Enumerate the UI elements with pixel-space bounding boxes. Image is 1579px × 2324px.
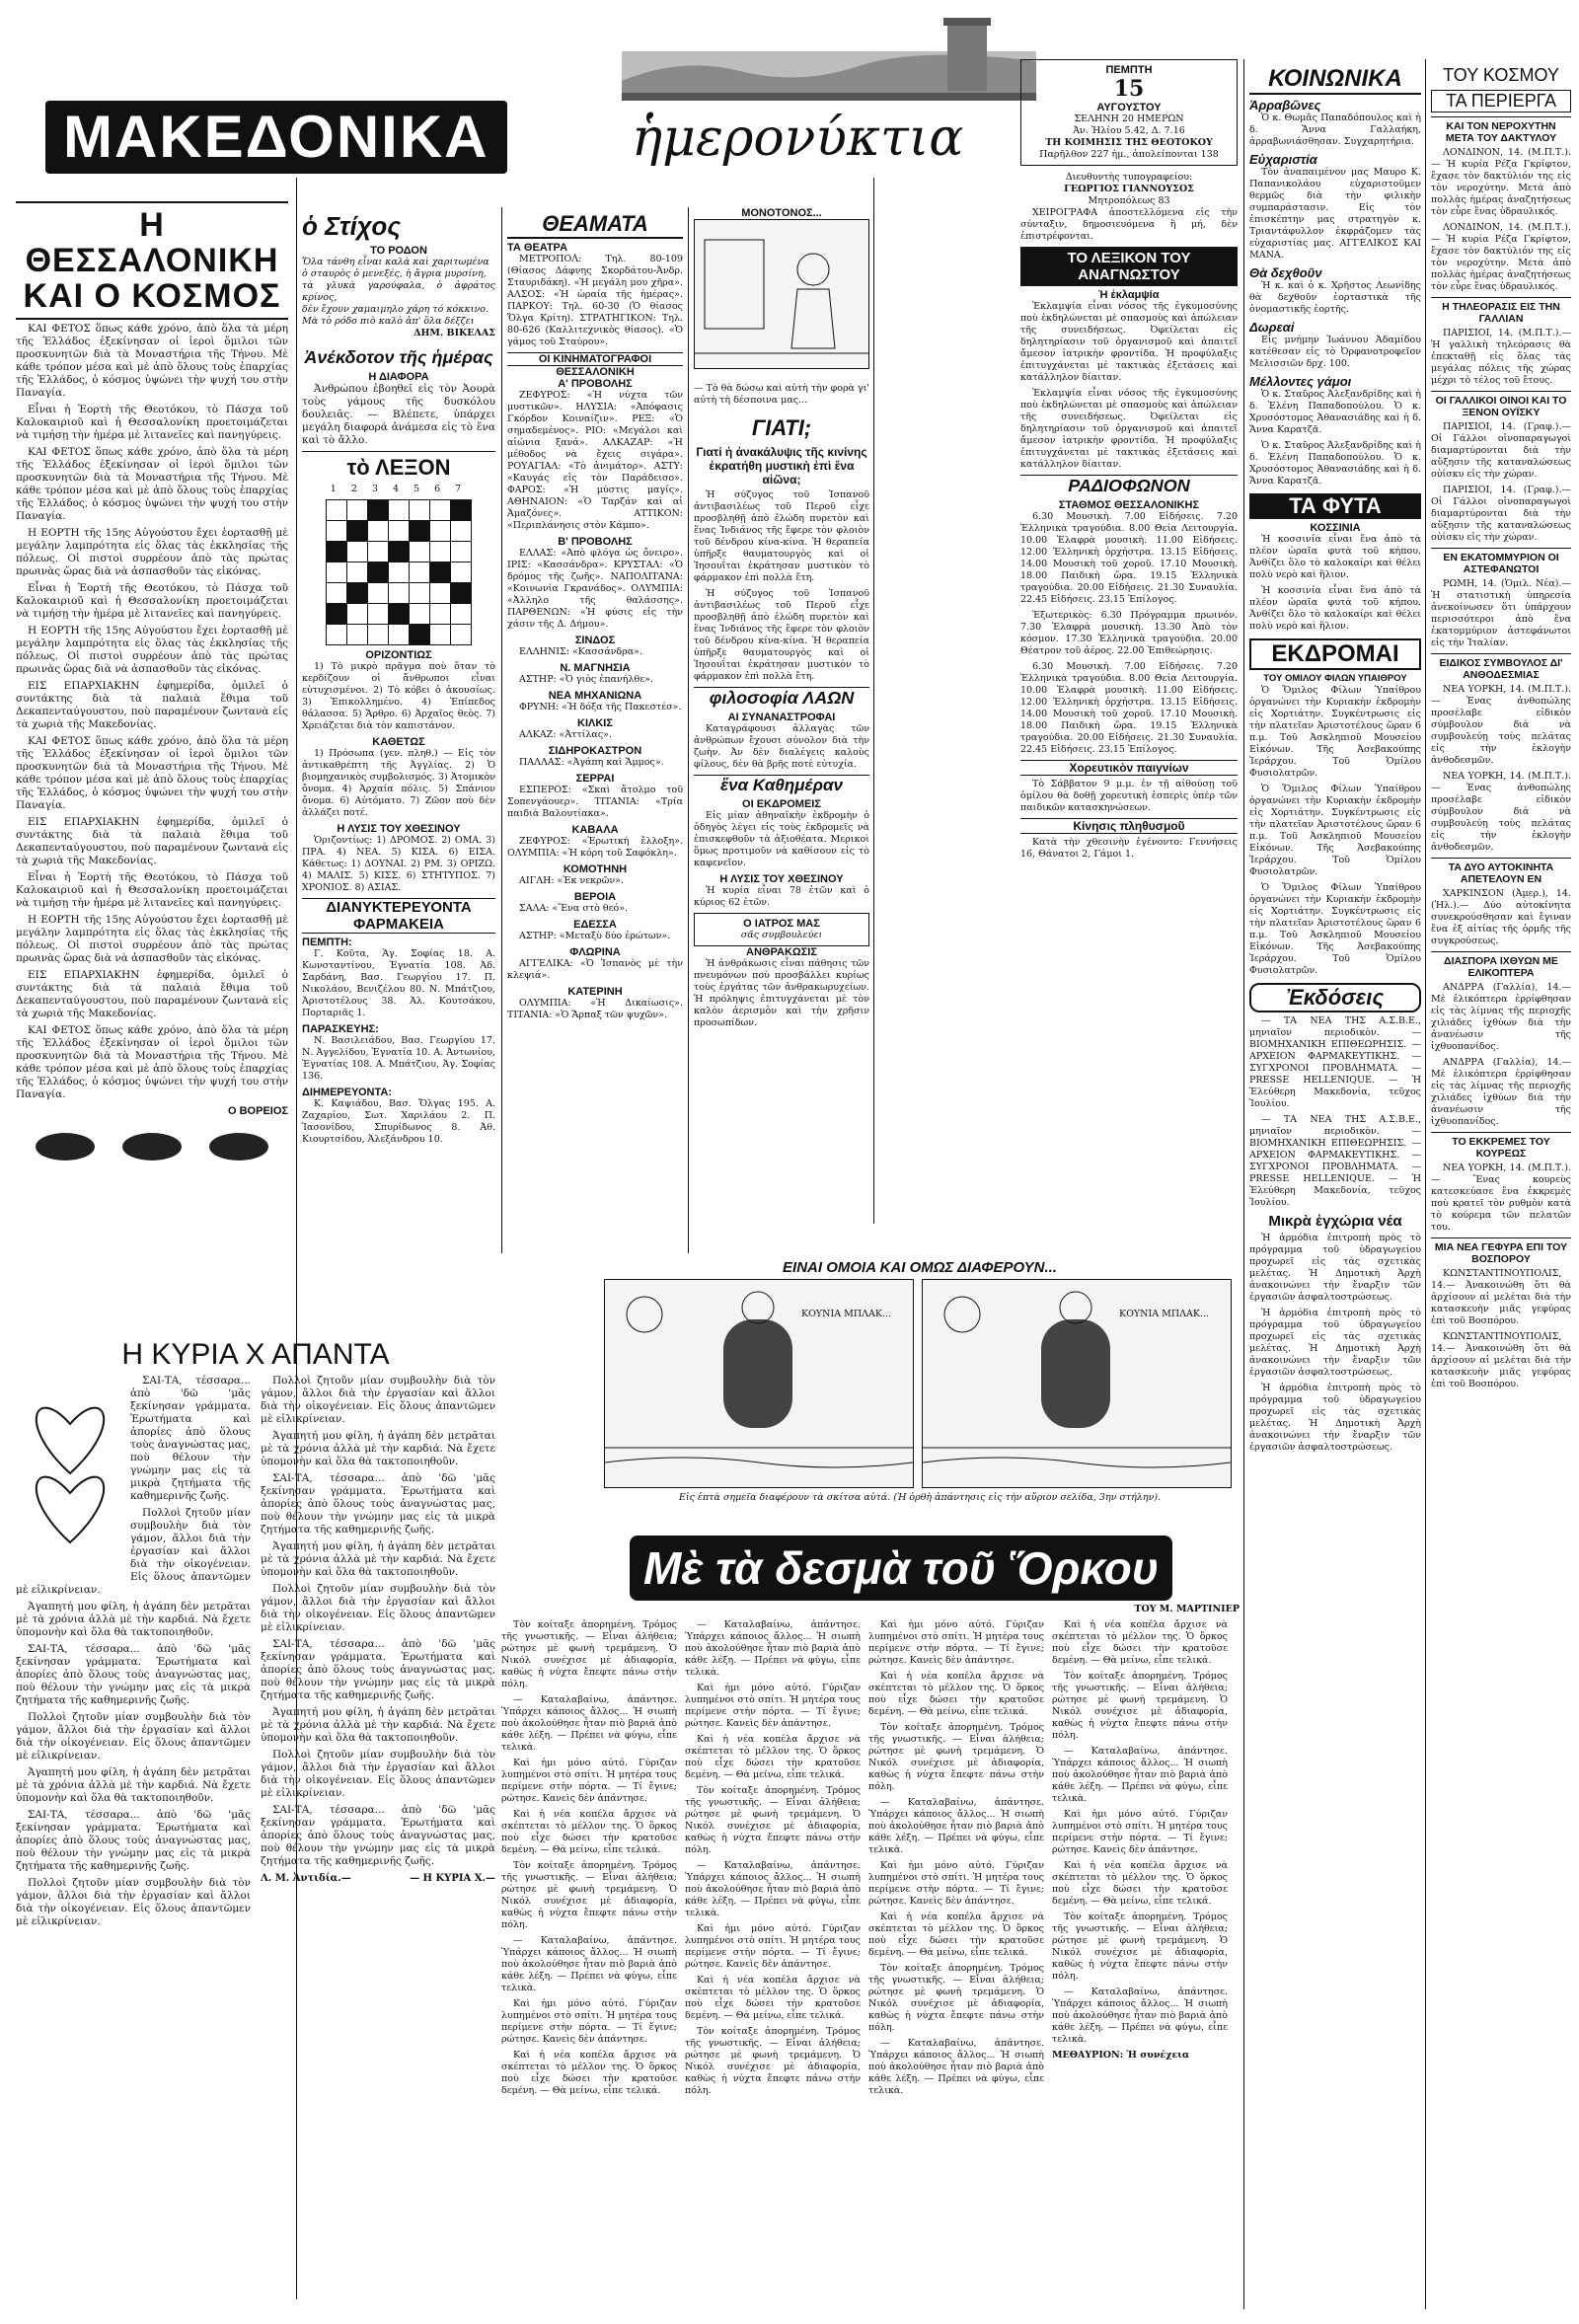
- serial-paragraph: — Καταλαβαίνω, ἀπάντησε. Ὑπάρχει κάποιος ἄλλος... Ἡ σιωπὴ ποὺ ἀκολούθησε ἦταν πιὸ βαριὰ ἀπὸ κάθε λέξη. — Πρέπει νὰ φύγω, εἶπε τελικὰ.: [1052, 1987, 1228, 2045]
- cherubs-illustration: [16, 1117, 288, 1176]
- date-day: ΠΕΜΠΤΗ: [1105, 64, 1153, 76]
- farmakeia-title: ΔΙΑΝΥΚΤΕΡΕΥΟΝΤΑ ΦΑΡΜΑΚΕΙΑ: [302, 898, 495, 934]
- farmakeia-day: ΔΙΗΜΕΡΕΥΟΝΤΑ:: [302, 1087, 393, 1098]
- kyria-paragraph: ΣΑΙ-ΤΑ, τέσσαρα... ἀπὸ 'δῶ 'μᾶς ξεκίνησαν γράμματα. Ἐρωτήματα καὶ ἀπορίες ἀπὸ ὅλους τοὺς ἀναγνώστας μας, ποὺ θέλουν τὴν γνώμην μας εἰς τὰ μικρὰ ζητήματα τῆς καθημερινῆς ζωῆς.: [16, 1809, 251, 1872]
- lexikon-title: ΤΟ ΛΕΞΙΚΟΝ ΤΟΥ ΑΝΑΓΝΩΣΤΟΥ: [1020, 247, 1238, 286]
- serial-paragraph: Καὶ ἡμι μόνο αὐτό. Γύριζαν λυπημένοι στὸ σπίτι. Ἡ μητέρα τους περίμενε στὴν πόρτα. — Τί ἔγινε; ρώτησε. Κανεὶς δὲν ἀπάντησε.: [685, 1923, 861, 1970]
- giati-headline: Γιατί ἡ ἀνακάλυψις τῆς κινίνης ἐκρατήθη μυστικὴ ἐπὶ ἕνα αἰῶνα;: [696, 445, 867, 487]
- poem-line: Ὅλα τάνθη εἶναι καλὰ καὶ χαριτωμένα: [302, 257, 489, 267]
- xorefkon-title: Χορευτικὸν παιγνίων: [1020, 760, 1238, 776]
- anekdoto-body: Ἀνθρώπου ἐβοηθεῖ εἰς τὸν Ἀουρὰ τοὺς γάμους τῆς δυσκόλου δουλειᾶς. — Βλέπετε, ὑπάρχει μεγάλη διαφορά ἀνάμεσα εἰς τὸ ἕνα καὶ τὸ ἄλλο.: [302, 383, 495, 446]
- typografeio-line: Μητροπόλεως 83: [1088, 195, 1170, 206]
- kosmos-item-body: ΧΑΡΚΙΝΣΟΝ (Ἀμερ.), 14. (Ἡλ.).— Δύο αὐτοκίνητα συνεκρούσθησαν καὶ ἔγιναν ἕνα ἐξ αἰτίας τῆς ὁρμῆς τῆς συγκρούσεως.: [1431, 888, 1571, 946]
- ekdromai-body: Ὁ Ὅμιλος Φίλων Ὑπαίθρου ὀργανώνει τὴν Κυριακὴν ἐκδρομὴν εἰς Χορτιάτην. Συγκέντρωσις εἰς τὴν πλατεῖαν Ἀριστοτέλους ὥραν 6 π.μ. Τοῦ Ἀσκληπιοῦ Μουσείου Εἰκόνων. Τῆς Ἀσεβακούπης Ἱεράρχου. Τοῦ Ὁμίλου Φυσιολατρῶν.: [1249, 685, 1421, 779]
- town-listing: ΕΛΛΗΝΙΣ: «Κασσάνδρα».: [519, 646, 642, 657]
- town-heading: ΣΕΡΡΑΙ: [575, 773, 615, 785]
- town-heading: ΣΙΔΗΡΟΚΑΣΤΡΟΝ: [548, 745, 642, 757]
- cartoon-caption: Εἰς ἑπτὰ σημεῖα διαφέρουν τὰ σκίτσα αὐτά. (Ἡ ὀρθὴ ἀπάντησις εἰς τὴν αὔριον σελίδα, 3ην στήλην).: [678, 1492, 1162, 1503]
- lexon-horizontal: 1) Τὸ μικρὸ πρᾶγμα ποὺ ὅταν τὸ κερδίζουν οἱ ἄνθρωποι εἶναι εὐτυχισμένοι. 2) Τὸ κόβει ὁ ἀκουσίως. 3) Ἐπικολλημένο. 4) Ἐπίπεδος θάλασσα. 5) Ἄρθρο. 6) Ἀρχαῖος θεὸς. 7) Χρειάζεται διὰ τὸν καπιστάνον.: [302, 661, 495, 731]
- kyria-paragraph: Ἀγαπητή μου φίλη, ἡ ἀγάπη δὲν μετρᾶται μὲ τὰ χρόνια ἀλλὰ μὲ τὴν καρδιά. Νὰ ἔχετε ὑπομονὴν καὶ ὅλα θὰ τακτοποιηθοῦν.: [261, 1430, 495, 1467]
- theatra-body: ΜΕΤΡΟΠΟΛ: Τηλ. 80-109 (Θίασος Δάφνης Σκορδάτου-Ἀνδρ. Σταυριδάκη). «Ἡ μεγάλη μου χῆρα». ΑΛΣΟΣ: «Ἡ ὡραία τῆς ἡμέρας». ΠΑΡΚΟΥ: Τηλ. 60-30 (Ὁ θίασος Ὄλγα Κρίτη). ΣΤΡΑΤΗΓΙΚΟΝ: Τηλ. 80-626 (Καλλιτεχνικὸς θίασος). «Ὁ γάμος τοῦ Σταύρου».: [507, 254, 683, 347]
- kosmos-item-headline: ΤΑ ΔΥΟ ΑΥΤΟΚΙΝΗΤΑ ΑΠΕΤΕΛΟΥΝ ΕΝ: [1431, 858, 1571, 885]
- serial-paragraph: Καὶ ἡμι μόνο αὐτό. Γύριζαν λυπημένοι στὸ σπίτι. Ἡ μητέρα τους περίμενε στὴν πόρτα. — Τί ἔγινε; ρώτησε. Κανεὶς δὲν ἀπάντησε.: [501, 1758, 677, 1804]
- kosmos-title: ΤΟΥ ΚΟΣΜΟΥ: [1443, 65, 1559, 85]
- town-heading: Ν. ΜΑΓΝΗΣΙΑ: [560, 662, 631, 674]
- kathimera-subtitle: ΟΙ ΕΚΔΡΟΜΕΙΣ: [742, 798, 821, 810]
- radio-body: 6.30 Μουσικὴ. 7.00 Εἰδήσεις. 7.20 Ἑλληνικὰ τραγούδια. 8.00 Θεία Λειτουργία. 10.00 Ἐλαφρὰ μουσικὴ. 11.00 Εἰδήσεις. 12.00 Ἑλληνικὴ ὀρχήστρα. 13.15 Εἰδήσεις. 14.00 Μουσικὴ τοῦ χοροῦ. 17.10 Μουσικὴ. 18.00 Παιδικὴ ὥρα. 19.15 Ἑλληνικὰ τραγούδια. 20.00 Εἰδήσεις. 21.30 Συναυλία. 22.45 Εἰδήσεις. 23.15 Ἐπίλογος.: [1020, 511, 1238, 605]
- town-heading: ΒΕΡΟΙΑ: [573, 891, 617, 903]
- poem-line: τὰ γλυκὰ γαρούφαλα, ὁ ἀφράτος κρίνος,: [302, 280, 495, 303]
- lead-paragraph: Εἶναι ἡ Ἑορτὴ τῆς Θεοτόκου, τὸ Πάσχα τοῦ Καλοκαιριοῦ καὶ ἡ Θεσσαλονίκη προετοιμάζεται νὰ τιμήσῃ τὴν ἡμέρα μὲ λιτανεῖες καὶ πανηγύρεις.: [16, 404, 288, 441]
- farmakeia-day: ΠΕΜΠΤΗ:: [302, 937, 352, 948]
- lead-paragraph: Εἶναι ἡ Ἑορτὴ τῆς Θεοτόκου, τὸ Πάσχα τοῦ Καλοκαιριοῦ καὶ ἡ Θεσσαλονίκη προετοιμάζεται νὰ τιμήσῃ τὴν ἡμέρα μὲ λιτανεῖες καὶ πανηγύρεις.: [16, 582, 288, 620]
- serial-paragraph: — Καταλαβαίνω, ἀπάντησε. Ὑπάρχει κάποιος ἄλλος... Ἡ σιωπὴ ποὺ ἀκολούθησε ἦταν πιὸ βαριὰ ἀπὸ κάθε λέξη. — Πρέπει νὰ φύγω, εἶπε τελικὰ.: [1052, 1746, 1228, 1804]
- lexon-vertical-title: ΚΑΘΕΤΩΣ: [372, 736, 425, 748]
- heart-illustration: [16, 1375, 124, 1572]
- iatros-subtitle: σᾶς συμβουλεύει: [740, 930, 823, 940]
- kyria-x-headline: Η ΚΥΡΙΑ Χ ΑΠΑΝΤΑ: [121, 1338, 390, 1371]
- date-box: [1020, 59, 1238, 166]
- kinisi-body: Κατὰ τὴν χθεσινὴν ἐγένοντο: Γεννήσεις 16, Θάνατοι 2, Γάμοι 1.: [1020, 837, 1238, 860]
- kosmos-item-body: ΡΩΜΗ, 14. (Ὁμιλ. Νέα).— Ἡ στατιστικὴ ὑπηρεσία ἀνεκοίνωσεν ὅτι ὑπάρχουν περισσότεροι ἀπὸ ἕνα ἑκατομμύριον ἀστεφάνωτοι εἰς τὴν Ἰταλίαν.: [1431, 578, 1571, 648]
- kyria-paragraph: Ἀγαπητή μου φίλη, ἡ ἀγάπη δὲν μετρᾶται μὲ τὰ χρόνια ἀλλὰ μὲ τὴν καρδιά. Νὰ ἔχετε ὑπομονὴν καὶ ὅλα θὰ τακτοποιηθοῦν.: [16, 1766, 251, 1804]
- kathimera-solution: Ἡ κυρία εἶναι 78 ἐτῶν καὶ ὁ κύριος 62 ἐτῶν.: [694, 885, 869, 908]
- kosmos-item-headline: ΕΙΔΙΚΟΣ ΣΥΜΒΟΥΛΟΣ ΔΙ' ΑΝΘΟΔΕΣΜΙΑΣ: [1431, 653, 1571, 681]
- koinonika-column: [1249, 61, 1421, 2311]
- serial-paragraph: Καὶ ἡμι μόνο αὐτό. Γύριζαν λυπημένοι στὸ σπίτι. Ἡ μητέρα τους περίμενε στὴν πόρτα. — Τί ἔγινε; ρώτησε. Κανεὶς δὲν ἀπάντησε.: [501, 1998, 677, 2045]
- town-heading: ΚΑΤΕΡΙΝΗ: [567, 986, 623, 998]
- farmakeia-list: Ν. Βασιλειάδου, Βασ. Γεωργίου 17. Ν. Ἀγγελίδου, Ἐγνατία 10. Α. Ἀντωνίου, Ἐγνατίας 108. Α. Μπάτζιου, Ἁγ. Σοφίας 136.: [302, 1035, 495, 1082]
- column-rule: [688, 207, 689, 1253]
- kosmos-item-body: ΚΩΝΣΤΑΝΤΙΝΟΥΠΟΛΙΣ, 14.— Ἀνακοινώθη ὅτι θὰ ἀρχίσουν αἱ μελέται διὰ τὴν κατασκευὴν μιᾶς γεφύρας ἐπὶ τοῦ Βοσπόρου.: [1431, 1331, 1571, 1389]
- cartoon-puzzle: [604, 1255, 1236, 1527]
- radio-body: Ἐξωτερικὸς: 6.30 Πρόγραμμα πρωινόν. 7.30 Ἐλαφρὰ μουσικὴ. 13.30 Ἀπὸ τὸν κόσμον. 17.30 Ἑλληνικὰ τραγούδια. 20.00 Θέατρον τοῦ ἀέρος. 22.00 Ἐπιθεώρησις.: [1020, 610, 1238, 656]
- serial-paragraph: Τὸν κοίταξε ἀπορημένη. Τρόμος τῆς γνωστικῆς. — Εἶναι ἀλήθεια; ρώτησε μὲ φωνὴ τρεμάμενη. Ὁ Νικόλ συνέχισε μὲ ἀδιαφορία, καθὼς ἡ νύχτα ἔπεφτε πάνω στὴν πόλη.: [501, 1619, 677, 1689]
- town-heading: ΣΙΝΔΟΣ: [574, 635, 616, 646]
- serial-author: ΤΟΥ Μ. ΜΑΡΤΙΝΙΕΡ: [1134, 1604, 1240, 1614]
- lexikon-body: Ἐκλαμψία εἶναι νόσος τῆς ἐγκυμοσύνης ποὺ ἐκδηλώνεται μὲ σπασμοὺς καὶ ἀπώλειαν τῆς συνειδήσεως. Ὀφείλεται εἰς δηλητηρίασιν τοῦ ὀργανισμοῦ καὶ ἀπαιτεῖ ἄμεσον ἰατρικὴν φροντίδα. Ἡ προφύλαξις ἐπιτυγχάνεται μὲ τακτικὰς ἐξετάσεις καὶ κατάλληλον δίαιταν.: [1020, 388, 1238, 470]
- typografeio-line: Διευθυντὴς τυπογραφείου:: [1065, 172, 1193, 183]
- kosmos-subtitle: ΤΑ ΠΕΡΙΕΡΓΑ: [1431, 90, 1571, 112]
- serial-paragraph: — Καταλαβαίνω, ἀπάντησε. Ὑπάρχει κάποιος ἄλλος... Ἡ σιωπὴ ποὺ ἀκολούθησε ἦταν πιὸ βαριὰ ἀπὸ κάθε λέξη. — Πρέπει νὰ φύγω, εἶπε τελικὰ.: [868, 1797, 1044, 1855]
- town-listing: ΖΕΦΥΡΟΣ: «Ἐρωτική ἔλλοξη». ΟΛΥΜΠΙΑ: «Ἡ κόρη τοῦ Σαφόκλη».: [507, 836, 683, 859]
- kyria-sign-left: Λ. Μ. Ἀντιδία.—: [261, 1873, 351, 1884]
- kosmos-item-body: ΝΕΑ ΥΟΡΚΗ, 14. (Μ.Π.Τ.).— Ἐνας ἀνθοπώλης προσέλαβε εἰδικὸν σύμβουλον διὰ νὰ συμβουλεύῃ τοὺς πελάτας εἰς τὴν ἐκλογὴν ἀνθοδεσμῶν.: [1431, 771, 1571, 853]
- kosmos-item-body: ΛΟΝΔΙΝΟΝ, 14. (Μ.Π.Τ.).— Ἡ κυρία Ρέζα Γκρίφτον, ἔχασε τὸν δακτύλιόν της εἰς τὸν νεροχύτην. Μετὰ ἀπὸ πολλὰς ἡμέρας ἀναζητήσεως τὸν εὗρε ἕνας ὑδραυλικός.: [1431, 222, 1571, 292]
- town-heading: ΝΕΑ ΜΗΧΑΝΙΩΝΑ: [548, 690, 642, 702]
- kossinia-body: Ἡ κοσσινία εἶναι ἕνα ἀπὸ τὰ πλέον ὡραῖα φυτὰ τοῦ κήπου. Ἀνθίζει ὅλο τὸ καλοκαίρι καὶ θέλει πολὺ νερὸ καὶ ἥλιον.: [1249, 585, 1421, 632]
- lead-paragraph: ΕΙΣ ΕΠΑΡΧΙΑΚΗΝ ἐφημερίδα, ὁμιλεῖ ὁ συντάκτης διὰ τὰ παλαιὰ ἔθιμα τοῦ Δεκαπενταύγουστου, ποὺ παραμένουν ζωντανὰ εἰς τὰ χωριὰ τῆς Μακεδονίας.: [16, 816, 288, 866]
- lead-paragraph: Η ΕΟΡΤΗ τῆς 15ης Αὐγούστου ἔχει ἑορτασθῇ μὲ μεγάλην λαμπρότητα εἰς ὅλας τὰς ἐκκλησίας τῆς πόλεως. Οἱ πιστοὶ συρρέουν ἀπὸ τὰς πρώτας πρωινὰς ὥρας διὰ νὰ ἀσπασθοῦν τὰς εἰκόνας.: [16, 625, 288, 675]
- lexikon-subtitle: Ἡ ἐκλαμψία: [1098, 289, 1160, 301]
- town-listing: ΑΓΓΕΛΙΚΑ: «Ὁ Ἰσπανὸς μὲ τὴν κλεψιά».: [507, 958, 683, 981]
- lexon-horizontal-title: ΟΡΙΖΟΝΤΙΩΣ: [365, 649, 432, 661]
- farmakeia-list: Γ. Κοῦτα, Ἁγ. Σοφίας 18. Α. Κωνσταντίνου, Ἐγνατία 108. Ἀδ. Σαρδάνη, Βασ. Γεωργίου 17. Π. Νικολάου, Βενιζέλου 80. Ν. Μπάτζιου, Ἀριστοτέλους 38. Ἀλ. Κουτσάκου, Πορταριᾶς 1.: [302, 948, 495, 1018]
- kosmos-item-body: ΛΟΝΔΙΝΟΝ, 14. (Μ.Π.Τ.).— Ἡ κυρία Ρέζα Γκρίφτον, ἔχασε τὸν δακτύλιόν της εἰς τὸν νεροχύτην. Μετὰ ἀπὸ πολλὰς ἡμέρας ἀναζητήσεως τὸν εὗρε ἕνας ὑδραυλικός.: [1431, 147, 1571, 217]
- town-listing: ΑΙΓΛΗ: «Ἐκ νεκρῶν».: [519, 875, 625, 886]
- kyria-paragraph: Ἀγαπητή μου φίλη, ἡ ἀγάπη δὲν μετρᾶται μὲ τὰ χρόνια ἀλλὰ μὲ τὴν καρδιά. Νὰ ἔχετε ὑπομονὴν καὶ ὅλα θὰ τακτοποιηθοῦν.: [261, 1706, 495, 1744]
- kosmos-items-list: [1431, 116, 1571, 1390]
- kathimera-solution-title: Η ΛΥΣΙΣ ΤΟΥ ΧΘΕΣΙΝΟΥ: [719, 873, 844, 885]
- serial-paragraph: — Καταλαβαίνω, ἀπάντησε. Ὑπάρχει κάποιος ἄλλος... Ἡ σιωπὴ ποὺ ἀκολούθησε ἦταν πιὸ βαριὰ ἀπὸ κάθε λέξη. — Πρέπει νὰ φύγω, εἶπε τελικὰ.: [685, 1619, 861, 1678]
- kosmos-item-headline: ΕΝ ΕΚΑΤΟΜΜΥΡΙΟΝ ΟΙ ΑΣΤΕΦΑΝΩΤΟΙ: [1431, 548, 1571, 575]
- kosmos-item-headline: ΜΙΑ ΝΕΑ ΓΕΦΥΡΑ ΕΠΙ ΤΟΥ ΒΟΣΠΟΡΟΥ: [1431, 1237, 1571, 1265]
- serial-paragraph: Καὶ ἡμι μόνο αὐτό. Γύριζαν λυπημένοι στὸ σπίτι. Ἡ μητέρα τους περίμενε στὴν πόρτα. — Τί ἔγινε; ρώτησε. Κανεὶς δὲν ἀπάντησε.: [868, 1619, 1044, 1666]
- ekdromai-body: Ὁ Ὅμιλος Φίλων Ὑπαίθρου ὀργανώνει τὴν Κυριακὴν ἐκδρομὴν εἰς Χορτιάτην. Συγκέντρωσις εἰς τὴν πλατεῖαν Ἀριστοτέλους ὥραν 6 π.μ. Τοῦ Ἀσκληπιοῦ Μουσείου Εἰκόνων. Τῆς Ἀσεβακούπης Ἱεράρχου. Τοῦ Ὁμίλου Φυσιολατρῶν.: [1249, 882, 1421, 976]
- lead-paragraph: ΚΑΙ ΦΕΤΟΣ ὅπως κάθε χρόνο, ἀπὸ ὅλα τὰ μέρη τῆς Ἑλλάδος ἐξεκίνησαν οἱ ἱεροὶ ὅμιλοι τῶν προσκυνητῶν διὰ τὰ Μοναστήρια τῆς Τήνου. Μὲ κάθε τρόπον μέσα καὶ μὲ ἀπὸ ὅλους τοὺς ἐπαρχίας τῆς Ἑλλάδος, ὁ κόσμος ὑψώνει τὴν ψυχή του στὴν Παναγία.: [16, 446, 288, 522]
- serial-paragraph: Καὶ ἡ νέα κοπέλα ἄρχισε νὰ σκέπτεται τὸ μέλλον της. Ὁ ὅρκος ποὺ εἶχε δώσει τὴν κρατοῦσε δεμένη. — Θὰ μείνω, εἶπε τελικά.: [868, 1671, 1044, 1717]
- kosmos-item-body: ΝΕΑ ΥΟΡΚΗ, 14. (Μ.Π.Τ.).— Ἐνας ἀνθοπώλης προσέλαβε εἰδικὸν σύμβουλον διὰ νὰ συμβουλεύῃ τοὺς πελάτας εἰς τὴν ἐκλογὴν ἀνθοδεσμῶν.: [1431, 684, 1571, 766]
- serial-paragraph: Καὶ ἡ νέα κοπέλα ἄρχισε νὰ σκέπτεται τὸ μέλλον της. Ὁ ὅρκος ποὺ εἶχε δώσει τὴν κρατοῦσε δεμένη. — Θὰ μείνω, εἶπε τελικά.: [1052, 1860, 1228, 1907]
- kyria-sign-right: — Η ΚΥΡΙΑ Χ.—: [410, 1873, 495, 1884]
- kosmos-item-headline: Η ΤΗΛΕΟΡΑΣΙΣ ΕΙΣ ΤΗΝ ΓΑΛΛΙΑΝ: [1431, 297, 1571, 325]
- serial-paragraph: — Καταλαβαίνω, ἀπάντησε. Ὑπάρχει κάποιος ἄλλος... Ἡ σιωπὴ ποὺ ἀκολούθησε ἦταν πιὸ βαριὰ ἀπὸ κάθε λέξη. — Πρέπει νὰ φύγω, εἶπε τελικὰ.: [501, 1935, 677, 1993]
- town-listing: ΑΣΤΗΡ: «Ὁ γιὸς ἐπανήλθε».: [519, 674, 653, 685]
- lead-paragraph: ΚΑΙ ΦΕΤΟΣ ὅπως κάθε χρόνο, ἀπὸ ὅλα τὰ μέρη τῆς Ἑλλάδος ἐξεκίνησαν οἱ ἱεροὶ ὅμιλοι τῶν προσκυνητῶν διὰ τὰ Μοναστήρια τῆς Τήνου. Μὲ κάθε τρόπον μέσα καὶ μὲ ἀπὸ ὅλους τοὺς ἐπαρχίας τῆς Ἑλλάδος, ὁ κόσμος ὑψώνει τὴν ψυχή του στὴν Παναγία.: [16, 1024, 288, 1100]
- filosofia-title: φιλοσοφία ΛΑΩΝ: [694, 687, 869, 709]
- serial-paragraph: Καὶ ἡμι μόνο αὐτό. Γύριζαν λυπημένοι στὸ σπίτι. Ἡ μητέρα τους περίμενε στὴν πόρτα. — Τί ἔγινε; ρώτησε. Κανεὶς δὲν ἀπάντησε.: [1052, 1809, 1228, 1855]
- kathimera-title: ἕνα Καθημέραν: [694, 775, 869, 795]
- thadexthoun-heading: Θὰ δεχθοῦν: [1249, 265, 1322, 280]
- stixos-subtitle: ΤΟ ΡΟΔΟΝ: [370, 245, 427, 257]
- column-five: [1020, 59, 1238, 1243]
- town-heading: ΚΟΜΟΤΗΝΗ: [563, 863, 628, 875]
- date-sun: Ἀν. Ἡλίου 5.42, Δ. 7.16: [1073, 125, 1185, 136]
- anekdoto-title: Ἀνέκδοτον τῆς ἡμέρας: [304, 347, 493, 367]
- iatros-box: [694, 913, 869, 946]
- date-feast: ΤΗ ΚΟΙΜΗΣΙΣ ΤΗΣ ΘΕΟΤΟΚΟΥ: [1045, 137, 1213, 148]
- serial-paragraph: Καὶ ἡ νέα κοπέλα ἄρχισε νὰ σκέπτεται τὸ μέλλον της. Ὁ ὅρκος ποὺ εἶχε δώσει τὴν κρατοῦσε δεμένη. — Θὰ μείνω, εἶπε τελικά.: [1052, 1619, 1228, 1666]
- town-heading: ΚΙΛΚΙΣ: [577, 717, 613, 729]
- lead-paragraph: ΕΙΣ ΕΠΑΡΧΙΑΚΗΝ ἐφημερίδα, ὁμιλεῖ ὁ συντάκτης διὰ τὰ παλαιὰ ἔθιμα τοῦ Δεκαπενταύγουστου, ποὺ παραμένουν ζωντανὰ εἰς τὰ χωριὰ τῆς Μακεδονίας.: [16, 969, 288, 1019]
- cartoon-label: ΚΟΥΝΙΑ ΜΠΛΑΚ...: [801, 1309, 891, 1319]
- giati-body: Ἡ σύζυγος τοῦ Ἰσπανοῦ ἀντιβασιλέως τοῦ Περοῦ εἶχε προσβληθῇ ἀπὸ ἑλώδη πυρετὸν καὶ ἕνας Ἰνδιάνος τῆς ἔφερε τὸν φλοιὸν τοῦ δένδρου κίνα-κίνα. Ἡ θεραπεία ὑπῆρξε θαυματουργὸς καὶ οἱ Ἰησουΐται ἐκράτησαν μυστικὸν τὸ φάρμακον ἐπὶ πολλὰ ἔτη.: [694, 588, 869, 682]
- column-two: [302, 207, 495, 1332]
- lead-paragraph: ΚΑΙ ΦΕΤΟΣ ὅπως κάθε χρόνο, ἀπὸ ὅλα τὰ μέρη τῆς Ἑλλάδος ἐξεκίνησαν οἱ ἱεροὶ ὅμιλοι τῶν προσκυνητῶν διὰ τὰ Μοναστήρια τῆς Τήνου. Μὲ κάθε τρόπον μέσα καὶ μὲ ἀπὸ ὅλους τοὺς ἐπαρχίας τῆς Ἑλλάδος, ὁ κόσμος ὑψώνει τὴν ψυχή του στὴν Παναγία.: [16, 735, 288, 811]
- lexon-vertical: 1) Πρόσωπα (γεν. πληθ.) — Εἰς τὸν ἀντικαθρέπτη τῆς Ἀγγλίας. 2) Ὁ βιομηχανικὸς συμβολισμός. 3) Ἀτομικὸν ὄνομα. 4) Ἀρχαία πόλις. 5) Σπάνιον ὄνομα. 6) Αὐτόματο. 7) Ζῶον ποὺ δὲν ἀλλάζει ποτέ.: [302, 748, 495, 818]
- kosmos-item-body: ΝΕΑ ΥΟΡΚΗ, 14. (Μ.Π.Τ.).— Ἕνας κουρεὺς κατεσκεύασε ἕνα ἐκκρεμὲς ποὺ κρατεῖ τὸν ρυθμὸν κατὰ τὸ κούρεμα τῶν πελατῶν του.: [1431, 1162, 1571, 1233]
- town-listing: ΣΑΛΑ: «Ἕνα στὸ θεό».: [519, 903, 629, 914]
- masthead-title: ΜΑΚΕΔΟΝΙΚΑ: [45, 101, 507, 174]
- town-listing: ΠΑΛΛΑΣ: «Ἀγάπη καὶ Ἄμμος».: [519, 757, 664, 768]
- date-number: 15: [1113, 76, 1145, 102]
- iatros-title: Ο ΙΑΤΡΟΣ ΜΑΣ: [743, 918, 820, 930]
- town-heading: ΕΔΕΣΣΑ: [573, 919, 617, 931]
- serial-paragraph: — Καταλαβαίνω, ἀπάντησε. Ὑπάρχει κάποιος ἄλλος... Ἡ σιωπὴ ποὺ ἀκολούθησε ἦταν πιὸ βαριὰ ἀπὸ κάθε λέξη. — Πρέπει νὰ φύγω, εἶπε τελικὰ.: [501, 1694, 677, 1753]
- kosmos-item-headline: ΚΑΙ ΤΟΝ ΝΕΡΟΧΥΤΗΝ ΜΕΤΑ ΤΟΥ ΔΑΚΤΥΛΟΥ: [1431, 116, 1571, 144]
- town-listing: ΟΛΥΜΠΙΑ: «Ἡ Δικαίωσις». ΤΙΤΑΝΙΑ: «Ὁ Ἄρπαξ τῶν ψυχῶν».: [507, 998, 683, 1020]
- kosmos-item-headline: ΤΟ ΕΚΚΡΕΜΕΣ ΤΟΥ ΚΟΥΡΕΩΣ: [1431, 1132, 1571, 1160]
- town-listing: ΑΛΚΑΖ: «Ἀττίλας».: [519, 729, 612, 740]
- arravones-heading: Ἀρραβῶνες: [1249, 98, 1321, 112]
- kyria-paragraph: Ἀγαπητή μου φίλη, ἡ ἀγάπη δὲν μετρᾶται μὲ τὰ χρόνια ἀλλὰ μὲ τὴν καρδιά. Νὰ ἔχετε ὑπομονὴν καὶ ὅλα θὰ τακτοποιηθοῦν.: [16, 1601, 251, 1638]
- date-moon: ΣΕΛΗΝΗ 20 ΗΜΕΡΩΝ: [1074, 113, 1184, 124]
- crossword-grid[interactable]: [326, 499, 472, 645]
- town-heading: ΚΑΒΑΛΑ: [571, 824, 619, 836]
- kinimatografoi-body: ΕΛΛΑΣ: «Ἀπὸ φλόγα ὡς ὄνειρο». ΙΡΙΣ: «Κασσάνδρα». ΚΡΥΣΤΑΛ: «Ὁ δρόμος τῆς ζωῆς». ΝΑΠΟΛΙΤΑΝΑ: «Κοινωνία Γκρανάδος». ΟΛΥΜΠΙΑ: «Ἀλληλο τῆς θαλάσσης». ΠΑΡΘΕΝΩΝ: «Ἡ φύσις εἰς τὴν χάσιν τῆς Δ. Δήμου».: [507, 548, 683, 630]
- poem-line: ὁ σταυρὸς ὁ μενεξές, ἡ ἄγρια μυρσίνη,: [302, 268, 487, 279]
- kinimatografoi-body: ΖΕΦΥΡΟΣ: «Ἡ νύχτα τῶν μυστικῶν». ΗΛΥΣΙΑ: «Ἀπόφασις Γκόρδον Κοιναίζιν». ΡΕΞ: «Ὁ σημαδεμένος». ΡΙΟ: «Μεγάλοι καὶ αἰώνια ξανά». ΑΛΚΑΖΑΡ: «Ἡ μέθοδος νὰ ἔχεις σιγάρα». ΡΟΥΑΓΙΑΛ: «Τὸ ἀνιμάτορ». ΑΣΤΥ: «Καυγάς εἰς τὸν Παράδεισο». ΦΑΡΟΣ: «Ἡ μύστις μαγίς». ΑΘΗΝΑΙΟΝ: «Ὁ Ταρζάν καὶ αἱ Ἀμαζόνες». ΑΤΤΙΚΟΝ: «Περιπλάνησις στὸν Κάμπο».: [507, 390, 683, 531]
- anekdoto-subtitle: Η ΔΙΑΦΟΡΑ: [368, 371, 429, 383]
- serial-paragraph: Καὶ ἡμι μόνο αὐτό. Γύριζαν λυπημένοι στὸ σπίτι. Ἡ μητέρα τους περίμενε στὴν πόρτα. — Τί ἔγινε; ρώτησε. Κανεὶς δὲν ἀπάντησε.: [868, 1860, 1044, 1907]
- kyria-paragraph: ΣΑΙ-ΤΑ, τέσσαρα... ἀπὸ 'δῶ 'μᾶς ξεκίνησαν γράμματα. Ἐρωτήματα καὶ ἀπορίες ἀπὸ ὅλους τοὺς ἀναγνώστας μας, ποὺ θέλουν τὴν γνώμην μας εἰς τὰ μικρὰ ζητήματα τῆς καθημερινῆς ζωῆς.: [130, 1375, 251, 1502]
- koinonika-title: ΚΟΙΝΩΝΙΚΑ: [1249, 65, 1421, 95]
- mellontes-body: Ὁ κ. Σταῦρος Ἀλεξανδρίδης καὶ ἡ δ. Ἑλένη Παπαδοπούλου. Ὁ κ. Χρυσόστομος Ἀθανασιάδης καὶ ἡ δ. Ἄννα Καρατζᾶ.: [1249, 389, 1421, 435]
- date-note: Παρῆλθον 227 ἡμ., ἀπολείπονται 138: [1039, 149, 1219, 160]
- kyria-paragraph: Ἀγαπητή μου φίλη, ἡ ἀγάπη δὲν μετρᾶται μὲ τὰ χρόνια ἀλλὰ μὲ τὴν καρδιά. Νὰ ἔχετε ὑπομονὴν καὶ ὅλα θὰ τακτοποιηθοῦν.: [261, 1540, 495, 1578]
- tafyta-title: ΤΑ ΦΥΤΑ: [1249, 493, 1421, 519]
- provoli-heading: Β' ΠΡΟΒΟΛΗΣ: [558, 536, 633, 548]
- lead-headline: Η ΘΕΣΣΑΛΟΝΙΚΗ ΚΑΙ Ο ΚΟΣΜΟΣ: [16, 201, 288, 320]
- kyria-paragraph: Πολλοὶ ζητοῦν μίαν συμβουλὴν διὰ τὸν γάμον, ἄλλοι διὰ τὴν ἐργασίαν καὶ ἄλλοι διὰ τὴν οἰκογένειαν. Εἰς ὅλους ἀπαντῶμεν μὲ εἰλικρίνειαν.: [16, 1711, 251, 1762]
- date-month: ΑΥΓΟΥΣΤΟΥ: [1096, 102, 1162, 113]
- lead-paragraph: Εἶναι ἡ Ἑορτὴ τῆς Θεοτόκου, τὸ Πάσχα τοῦ Καλοκαιριοῦ καὶ ἡ Θεσσαλονίκη προετοιμάζεται νὰ τιμήσῃ τὴν ἡμέρα μὲ λιτανεῖες καὶ πανηγύρεις.: [16, 871, 288, 909]
- serial-paragraph: Καὶ ἡ νέα κοπέλα ἄρχισε νὰ σκέπτεται τὸ μέλλον της. Ὁ ὅρκος ποὺ εἶχε δώσει τὴν κρατοῦσε δεμένη. — Θὰ μείνω, εἶπε τελικά.: [685, 1975, 861, 2021]
- lexon-solution: Ὁριζοντίως: 1) ΔΡΟΜΟΣ. 2) ΟΜΑ. 3) ΠΡΑ. 4) ΝΕΑ. 5) ΚΙΣΑ. 6) ΕΙΣΑ. Κάθετως: 1) ΔΟΥΝΑΙ. 2) ΡΜ. 3) ΟΡΙΖΩ. 4) ΜΑΛΙΣ. 5) ΚΙΣΣ. 6) ΣΤΗΤΥΠΟΣ. 7) ΧΡΟΝΙΟΣ. 8) ΑΣΙΑΣ.: [302, 835, 495, 893]
- giati-body: Ἡ σύζυγος τοῦ Ἰσπανοῦ ἀντιβασιλέως τοῦ Περοῦ εἶχε προσβληθῇ ἀπὸ ἑλώδη πυρετὸν καὶ ἕνας Ἰνδιάνος τῆς ἔφερε τὸν φλοιὸν τοῦ δένδρου κίνα-κίνα. Ἡ θεραπεία ὑπῆρξε θαυματουργὸς καὶ οἱ Ἰησουΐται ἐκράτησαν μυστικὸν τὸ φάρμακον ἐπὶ πολλὰ ἔτη.: [694, 489, 869, 583]
- town-listing: ΑΣΤΗΡ: «Μεταξὺ δύο ἐρώτων».: [519, 931, 671, 941]
- radio-body: 6.30 Μουσικὴ. 7.00 Εἰδήσεις. 7.20 Ἑλληνικὰ τραγούδια. 8.00 Θεία Λειτουργία. 10.00 Ἐλαφρὰ μουσικὴ. 11.00 Εἰδήσεις. 12.00 Ἑλληνικὴ ὀρχήστρα. 13.15 Εἰδήσεις. 14.00 Μουσικὴ τοῦ χοροῦ. 17.10 Μουσικὴ. 18.00 Παιδικὴ ὥρα. 19.15 Ἑλληνικὰ τραγούδια. 20.00 Εἰδήσεις. 21.30 Συναυλία. 22.45 Εἰδήσεις. 23.15 Ἐπίλογος.: [1020, 661, 1238, 755]
- farmakeia-day: ΠΑΡΑΣΚΕΥΗΣ:: [302, 1023, 379, 1035]
- lexon-solution-title: Η ΛΥΣΙΣ ΤΟΥ ΧΘΕΣΙΝΟΥ: [337, 823, 461, 835]
- kyria-paragraph: Πολλοὶ ζητοῦν μίαν συμβουλὴν διὰ τὸν γάμον, ἄλλοι διὰ τὴν ἐργασίαν καὶ ἄλλοι διὰ τὴν οἰκογένειαν. Εἰς ὅλους ἀπαντῶμεν μὲ εἰλικρίνειαν.: [16, 1507, 251, 1596]
- efxaristia-heading: Εὐχαριστία: [1249, 152, 1317, 167]
- poem-line: Μὰ τὸ ρόδο πιὸ καλὸ ἀπ' ὅλα δέξζει: [302, 316, 475, 327]
- serial-paragraph: Τὸν κοίταξε ἀπορημένη. Τρόμος τῆς γνωστικῆς. — Εἶναι ἀλήθεια; ρώτησε μὲ φωνὴ τρεμάμενη. Ὁ Νικόλ συνέχισε μὲ ἀδιαφορία, καθὼς ἡ νύχτα ἔπεφτε πάνω στὴν πόλη.: [868, 1963, 1044, 2033]
- farmakeia-list: Κ. Καψιάδου, Βασ. Ὄλγας 195. Α. Ζαχαρίου, Σωτ. Χαριλάου 2. Π. Ἰασονίδου, Σπυρίδωνος 8. Ἀθ. Κιουρτσίδου, Ἀλεξάνδρου 10.: [302, 1098, 495, 1145]
- lexikon-body: Ἐκλαμψία εἶναι νόσος τῆς ἐγκυμοσύνης ποὺ ἐκδηλώνεται μὲ σπασμοὺς καὶ ἀπώλειαν τῆς συνειδήσεως. Ὀφείλεται εἰς δηλητηρίασιν τοῦ ὀργανισμοῦ καὶ ἀπαιτεῖ ἄμεσον ἰατρικὴν φροντίδα. Ἡ προφύλαξις ἐπιτυγχάνεται μὲ τακτικὰς ἐξετάσεις καὶ κατάλληλον δίαιταν.: [1020, 301, 1238, 383]
- column-rule: [1243, 59, 1244, 2309]
- efxaristia-body: Τὸν ἀναπαιμένον μας Μαυρο Κ. Παπανικολάου εὐχαριστοῦμεν θερμῶς διὰ τὴν φιλικὴν συμπαράστασιν. Εἰς τὸν ἐπισκέπτην μας στρατηγὸν κ. Τριαντάφυλλον ἐκφράζομεν τὰς εὐχαριστίας μας. ΑΓΓΕΛΙΚΟΣ ΚΑΙ ΜΑΝΑ.: [1249, 167, 1421, 261]
- thadexthoun-body: Ἡ κ. καὶ ὁ κ. Χρῆστος Λεωνίδης θὰ δεχθοῦν ἑορταστικὰ τῆς ὀνομαστικῆς ἑορτῆς.: [1249, 280, 1421, 315]
- typografeio-note: ΧΕΙΡΟΓΡΑΦΑ ἀποστελλόμενα εἰς τὴν σύνταξιν, δημοσιευόμενα ἢ μή, δὲν ἐπιστρέφονται.: [1020, 207, 1238, 242]
- provoli-heading: Α' ΠΡΟΒΟΛΗΣ: [558, 378, 633, 390]
- iatros-body: Ἡ ἀνθράκωσις εἶναι πάθησις τῶν πνευμόνων ποὺ προσβάλλει κυρίως τοὺς ἐργάτας τῶν ἀνθρακωρυχείων. Ἡ πρόληψις ἐπιτυγχάνεται μὲ τὸν καλὸν ἀερισμὸν καὶ τὴν χρῆσιν προσωπίδων.: [694, 958, 869, 1028]
- serial-story: [501, 1532, 1240, 2311]
- monotonos-title: ΜΟΝΟΤΟΝΟΣ...: [741, 207, 822, 219]
- filosofia-subtitle: ΑΙ ΣΥΝΑΝΑΣΤΡΟΦΑΙ: [727, 712, 836, 723]
- serial-paragraph: Καὶ ἡ νέα κοπέλα ἄρχισε νὰ σκέπτεται τὸ μέλλον της. Ὁ ὅρκος ποὺ εἶχε δώσει τὴν κρατοῦσε δεμένη. — Θὰ μείνω, εἶπε τελικά.: [501, 1809, 677, 1855]
- kyria-paragraph: ΣΑΙ-ΤΑ, τέσσαρα... ἀπὸ 'δῶ 'μᾶς ξεκίνησαν γράμματα. Ἐρωτήματα καὶ ἀπορίες ἀπὸ ὅλους τοὺς ἀναγνώστας μας, ποὺ θέλουν τὴν γνώμην μας εἰς τὰ μικρὰ ζητήματα τῆς καθημερινῆς ζωῆς.: [261, 1804, 495, 1867]
- themata-column: [507, 207, 683, 1332]
- kosmos-item-body: ΠΑΡΙΣΙΟΙ, 14. (Γραφ.).— Οἱ Γάλλοι οἰνοπαραγωγοὶ διαμαρτύρονται διὰ τὴν αὔξησιν τῆς καταναλώσεως οὐίσκυ εἰς τὴν χώραν.: [1431, 485, 1571, 543]
- kosmos-item-body: ΑΝΔΡΡΑ (Γαλλία), 14.— Μὲ ἑλικόπτερα ἐρρίφθησαν εἰς τὰς λίμνας τῆς περιοχῆς χιλιάδες ἰχθύων διὰ τὴν ἀνανέωσιν τῆς ἰχθυοπανίδος.: [1431, 1057, 1571, 1127]
- monotonos-caption: — Τὸ θὰ δώσω καὶ αὐτὴ τὴν φορὰ γι' αὐτὴ τὴ δέσποινα μας...: [694, 382, 869, 406]
- lexon-title: τὸ ΛΕΞΟΝ: [302, 451, 495, 481]
- column-rule: [501, 207, 502, 1253]
- serial-paragraph: Τὸν κοίταξε ἀπορημένη. Τρόμος τῆς γνωστικῆς. — Εἶναι ἀλήθεια; ρώτησε μὲ φωνὴ τρεμάμενη. Ὁ Νικόλ συνέχισε μὲ ἀδιαφορία, καθὼς ἡ νύχτα ἔπεφτε πάνω στὴν πόλη.: [685, 2026, 861, 2096]
- mikra-body: Ἡ ἀρμόδια ἐπιτροπὴ πρὸς τὸ πρόγραμμα τοῦ ὑδραγωγείου προχωρεῖ εἰς τὰς σχετικὰς μελέτας. Ἡ Δημοτικὴ Ἀρχὴ ἀνακοινώνει τὴν ἔναρξιν τῶν ἐργασιῶν ἀσφαλτοστρώσεως.: [1249, 1383, 1421, 1453]
- mikra-body: Ἡ ἀρμόδια ἐπιτροπὴ πρὸς τὸ πρόγραμμα τοῦ ὑδραγωγείου προχωρεῖ εἰς τὰς σχετικὰς μελέτας. Ἡ Δημοτικὴ Ἀρχὴ ἀνακοινώνει τὴν ἔναρξιν τῶν ἐργασιῶν ἀσφαλτοστρώσεως.: [1249, 1308, 1421, 1378]
- ekdromai-subtitle: ΤΟΥ ΟΜΙΛΟΥ ΦΙΛΩΝ ΥΠΑΙΘΡΟΥ: [1263, 673, 1407, 684]
- kosmos-item-body: ΑΝΔΡΡΑ (Γαλλία), 14.— Μὲ ἑλικόπτερα ἐρρίφθησαν εἰς τὰς λίμνας τῆς περιοχῆς χιλιάδες ἰχθύων διὰ τὴν ἀνανέωσιν τῆς ἰχθυοπανίδος.: [1431, 982, 1571, 1052]
- stixos-title: ὁ Στίχος: [302, 211, 402, 241]
- theatra-heading: ΤΑ ΘΕΑΤΡΑ: [507, 242, 568, 254]
- lead-paragraph: ΕΙΣ ΕΠΑΡΧΙΑΚΗΝ ἐφημερίδα, ὁμιλεῖ ὁ συντάκτης διὰ τὰ παλαιὰ ἔθιμα τοῦ Δεκαπενταύγουστου, ποὺ παραμένουν ζωντανὰ εἰς τὰ χωριὰ τῆς Μακεδονίας.: [16, 680, 288, 730]
- kyria-x-section: [16, 1334, 495, 2311]
- giati-title: ΓΙΑΤΙ;: [751, 415, 812, 440]
- cartoon-label: ΚΟΥΝΙΑ ΜΠΛΑΚ...: [1119, 1309, 1209, 1319]
- ekdromai-body: Ὁ Ὅμιλος Φίλων Ὑπαίθρου ὀργανώνει τὴν Κυριακὴν ἐκδρομὴν εἰς Χορτιάτην. Συγκέντρωσις εἰς τὴν πλατεῖαν Ἀριστοτέλους ὥραν 6 π.μ. Τοῦ Ἀσκληπιοῦ Μουσείου Εἰκόνων. Τῆς Ἀσεβακούπης Ἱεράρχου. Τοῦ Ὁμίλου Φυσιολατρῶν.: [1249, 784, 1421, 877]
- poem-line: δὲν ἔχουν χαμαιμηλο χάρη τό κόκκινο.: [302, 304, 489, 315]
- thessaloniki-skyline-illustration: [622, 12, 1036, 101]
- filosofia-body: Καταγράφουσι ἀλλαγὰς τῶν ἀνθρώπων ἔχουσι σύνολον διὰ τὴν ζωὴν. Ἀν δὲν διαλέγεις καλοὺς φίλους, δὲν θὰ βρῆς ποτὲ εὐτυχία.: [694, 723, 869, 770]
- mellontes-body: Ὁ κ. Σταῦρος Ἀλεξανδρίδης καὶ ἡ δ. Ἑλένη Παπαδοπούλου. Ὁ κ. Χρυσόστομος Ἀθανασιάδης καὶ ἡ δ. Ἄννα Καρατζᾶ.: [1249, 440, 1421, 487]
- lead-signature: Ο ΒΟΡΕΙΟΣ: [228, 1105, 288, 1117]
- column-rule: [873, 178, 874, 1224]
- serial-paragraph: Τὸν κοίταξε ἀπορημένη. Τρόμος τῆς γνωστικῆς. — Εἶναι ἀλήθεια; ρώτησε μὲ φωνὴ τρεμάμενη. Ὁ Νικόλ συνέχισε μὲ ἀδιαφορία, καθὼς ἡ νύχτα ἔπεφτε πάνω στὴν πόλη.: [1052, 1671, 1228, 1741]
- lead-paragraph: ΚΑΙ ΦΕΤΟΣ ὅπως κάθε χρόνο, ἀπὸ ὅλα τὰ μέρη τῆς Ἑλλάδος ἐξεκίνησαν οἱ ἱεροὶ ὅμιλοι τῶν προσκυνητῶν διὰ τὰ Μοναστήρια τῆς Τήνου. Μὲ κάθε τρόπον μέσα καὶ μὲ ἀπὸ ὅλους τοὺς ἐπαρχίας τῆς Ἑλλάδος, ὁ κόσμος ὑψώνει τὴν ψυχή του στὴν Παναγία.: [16, 323, 288, 399]
- serial-paragraph: Καὶ ἡ νέα κοπέλα ἄρχισε νὰ σκέπτεται τὸ μέλλον της. Ὁ ὅρκος ποὺ εἶχε δώσει τὴν κρατοῦσε δεμένη. — Θὰ μείνω, εἶπε τελικά.: [685, 1734, 861, 1780]
- kosmos-item-headline: ΔΙΑΣΠΟΡΑ ΙΧΘΥΩΝ ΜΕ ΕΛΙΚΟΠΤΕΡΑ: [1431, 951, 1571, 979]
- kinimatografoi-heading: ΟΙ ΚΙΝΗΜΑΤΟΓΡΑΦΟΙ: [507, 352, 683, 366]
- mikra-title: Μικρὰ ἐγχώρια νέα: [1268, 1213, 1402, 1230]
- kyria-paragraph: ΣΑΙ-ΤΑ, τέσσαρα... ἀπὸ 'δῶ 'μᾶς ξεκίνησαν γράμματα. Ἐρωτήματα καὶ ἀπορίες ἀπὸ ὅλους τοὺς ἀναγνώστας μας, ποὺ θέλουν τὴν γνώμην μας εἰς τὰ μικρὰ ζητήματα τῆς καθημερινῆς ζωῆς.: [261, 1472, 495, 1536]
- iatros-topic: ΑΝΘΡΑΚΩΣΙΣ: [746, 946, 817, 958]
- kyria-paragraph: Πολλοὶ ζητοῦν μίαν συμβουλὴν διὰ τὸν γάμον, ἄλλοι διὰ τὴν ἐργασίαν καὶ ἄλλοι διὰ τὴν οἰκογένειαν. Εἰς ὅλους ἀπαντῶμεν μὲ εἰλικρίνειαν.: [261, 1749, 495, 1799]
- poem-author: ΔΗΜ. ΒΙΚΕΛΑΣ: [414, 328, 495, 338]
- town-heading: ΦΛΩΡΙΝΑ: [569, 946, 621, 958]
- monotonos-cartoon: [694, 219, 869, 369]
- column-rule: [1425, 59, 1426, 2309]
- kossinia-body: Ἡ κοσσινία εἶναι ἕνα ἀπὸ τὰ πλέον ὡραῖα φυτὰ τοῦ κήπου. Ἀνθίζει ὅλο τὸ καλοκαίρι καὶ θέλει πολὺ νερὸ καὶ ἥλιον.: [1249, 534, 1421, 580]
- kosmos-item-body: ΠΑΡΙΣΙΟΙ, 14. (Γραφ.).— Οἱ Γάλλοι οἰνοπαραγωγοὶ διαμαρτύρονται διὰ τὴν αὔξησιν τῆς καταναλώσεως οὐίσκυ εἰς τὴν χώραν.: [1431, 421, 1571, 480]
- serial-paragraph: Καὶ ἡ νέα κοπέλα ἄρχισε νὰ σκέπτεται τὸ μέλλον της. Ὁ ὅρκος ποὺ εἶχε δώσει τὴν κρατοῦσε δεμένη. — Θὰ μείνω, εἶπε τελικά.: [868, 1912, 1044, 1958]
- arravones-body: Ὁ κ. Θωμᾶς Παπαδόπουλος καὶ ἡ δ. Ἄννα Γαλλαήκη, ἀρραβωνιάσθησαν. Συγχαρητήρια.: [1249, 112, 1421, 147]
- periergа-column: [1431, 61, 1571, 2311]
- kinisi-title: Κίνησις πληθυσμοῦ: [1020, 818, 1238, 834]
- serial-paragraph: Τὸν κοίταξε ἀπορημένη. Τρόμος τῆς γνωστικῆς. — Εἶναι ἀλήθεια; ρώτησε μὲ φωνὴ τρεμάμενη. Ὁ Νικόλ συνέχισε μὲ ἀδιαφορία, καθὼς ἡ νύχτα ἔπεφτε πάνω στὴν πόλη.: [1052, 1912, 1228, 1982]
- town-listing: ΕΣΠΕΡΟΣ: «Σκαὶ ἄτολμο τοῦ Σοπενγάουερ». ΤΙΤΑΝΙΑ: «Τρία παιδιὰ Βαλουτίακα».: [507, 785, 683, 819]
- radio-title: ΡΑΔΙΟΦΩΝΟΝ: [1020, 475, 1238, 496]
- xorefkon-body: Τὸ Σάββατον 9 μ.μ. ἐν τῇ αἰθούσῃ τοῦ ὁμίλου θὰ δοθῇ χορευτικὴ ἑσπερὶς ὑπὲρ τῶν παιδικῶν κατασκηνώσεων.: [1020, 779, 1238, 813]
- dorea-heading: Δωρεαί: [1249, 320, 1295, 335]
- mikra-body: Ἡ ἀρμόδια ἐπιτροπὴ πρὸς τὸ πρόγραμμα τοῦ ὑδραγωγείου προχωρεῖ εἰς τὰς σχετικὰς μελέτας. Ἡ Δημοτικὴ Ἀρχὴ ἀνακοινώνει τὴν ἔναρξιν τῶν ἐργασιῶν ἀσφαλτοστρώσεως.: [1249, 1233, 1421, 1303]
- serial-title: Μὲ τὰ δεσμὰ τοῦ Ὅρκου: [630, 1536, 1172, 1601]
- thessaloniki-heading: ΘΕΣΣΑΛΟΝΙΚΗ: [556, 366, 635, 378]
- ekdoseis-body: — ΤΑ ΝΕΑ ΤΗΣ Α.Σ.Β.Ε., μηνιαῖον περιοδικὸν. — ΒΙΟΜΗΧΑΝΙΚΗ ΕΠΙΘΕΩΡΗΣΙΣ. — ΑΡΧΕΙΟΝ ΦΑΡΜΑΚΕΥΤΙΚΗΣ. — ΣΥΓΧΡΟΝΟΙ ΠΡΟΒΛΗΜΑΤΑ. — PRESSE HELLENIQUE. — Ἡ Ἐλεύθερη Μακεδονία, τεῦχος Ἰουλίου.: [1249, 1015, 1421, 1109]
- column-four: [694, 207, 869, 1253]
- ekdromai-title: ΕΚΔΡΟΜΑΙ: [1249, 638, 1421, 670]
- serial-paragraph: — Καταλαβαίνω, ἀπάντησε. Ὑπάρχει κάποιος ἄλλος... Ἡ σιωπὴ ποὺ ἀκολούθησε ἦταν πιὸ βαριὰ ἀπὸ κάθε λέξη. — Πρέπει νὰ φύγω, εἶπε τελικὰ.: [868, 2038, 1044, 2096]
- kyria-paragraph: Πολλοὶ ζητοῦν μίαν συμβουλὴν διὰ τὸν γάμον, ἄλλοι διὰ τὴν ἐργασίαν καὶ ἄλλοι διὰ τὴν οἰκογένειαν. Εἰς ὅλους ἀπαντῶμεν μὲ εἰλικρίνειαν.: [261, 1375, 495, 1425]
- kathimera-body: Εἰς μίαν ἀθηναϊκὴν ἐκδρομὴν ὁ ὁδηγὸς λέγει εἰς τοὺς ἐκδρομεῖς νὰ ἐπισκεφθοῦν τὰ ἀξιοθέατα. Μερικοὶ ὅμως προτιμοῦν νὰ καθίσουν εἰς τὸ καφενεῖον.: [694, 810, 869, 868]
- kyria-paragraph: ΣΑΙ-ΤΑ, τέσσαρα... ἀπὸ 'δῶ 'μᾶς ξεκίνησαν γράμματα. Ἐρωτήματα καὶ ἀπορίες ἀπὸ ὅλους τοὺς ἀναγνώστας μας, ποὺ θέλουν τὴν γνώμην μας εἰς τὰ μικρὰ ζητήματα τῆς καθημερινῆς ζωῆς.: [16, 1643, 251, 1706]
- typografeio-line: ΓΕΩΡΓΙΟΣ ΓΙΑΝΝΟΥΣΟΣ: [1064, 184, 1194, 194]
- kyria-paragraph: Πολλοὶ ζητοῦν μίαν συμβουλὴν διὰ τὸν γάμον, ἄλλοι διὰ τὴν ἐργασίαν καὶ ἄλλοι διὰ τὴν οἰκογένειαν. Εἰς ὅλους ἀπαντῶμεν μὲ εἰλικρίνειαν.: [16, 1877, 251, 1927]
- kosmos-item-body: ΚΩΝΣΤΑΝΤΙΝΟΥΠΟΛΙΣ, 14.— Ἀνακοινώθη ὅτι θὰ ἀρχίσουν αἱ μελέται διὰ τὴν κατασκευὴν μιᾶς γεφύρας ἐπὶ τοῦ Βοσπόρου.: [1431, 1268, 1571, 1326]
- serial-paragraph: Τὸν κοίταξε ἀπορημένη. Τρόμος τῆς γνωστικῆς. — Εἶναι ἀλήθεια; ρώτησε μὲ φωνὴ τρεμάμενη. Ὁ Νικόλ συνέχισε μὲ ἀδιαφορία, καθὼς ἡ νύχτα ἔπεφτε πάνω στὴν πόλη.: [685, 1785, 861, 1855]
- themata-title: ΘΕΑΜΑΤΑ: [507, 211, 683, 239]
- serial-paragraph: Καὶ ἡ νέα κοπέλα ἄρχισε νὰ σκέπτεται τὸ μέλλον της. Ὁ ὅρκος ποὺ εἶχε δώσει τὴν κρατοῦσε δεμένη. — Θὰ μείνω, εἶπε τελικά.: [501, 2050, 677, 2096]
- serial-paragraph: — Καταλαβαίνω, ἀπάντησε. Ὑπάρχει κάποιος ἄλλος... Ἡ σιωπὴ ποὺ ἀκολούθησε ἦταν πιὸ βαριὰ ἀπὸ κάθε λέξη. — Πρέπει νὰ φύγω, εἶπε τελικὰ.: [685, 1860, 861, 1918]
- kosmos-item-body: ΠΑΡΙΣΙΟΙ, 14. (Μ.Π.Τ.).— Ἡ γαλλικὴ τηλεόρασις θὰ ἐπεκταθῇ εἰς ὅλας τὰς μεγάλας πόλεις τῆς χώρας μέχρι τὸ τέλος τοῦ ἔτους.: [1431, 328, 1571, 386]
- lexon-numbers: 1 2 3 4 5 6 7: [330, 484, 468, 494]
- lead-paragraph: Η ΕΟΡΤΗ τῆς 15ης Αὐγούστου ἔχει ἑορτασθῇ μὲ μεγάλην λαμπρότητα εἰς ὅλας τὰς ἐκκλησίας τῆς πόλεως. Οἱ πιστοὶ συρρέουν ἀπὸ τὰς πρώτας πρωινὰς ὥρας διὰ νὰ ἀσπασθοῦν τὰς εἰκόνας.: [16, 914, 288, 964]
- kossinia-heading: ΚΟΣΣΙΝΙΑ: [1310, 522, 1361, 534]
- serial-paragraph: Τὸν κοίταξε ἀπορημένη. Τρόμος τῆς γνωστικῆς. — Εἶναι ἀλήθεια; ρώτησε μὲ φωνὴ τρεμάμενη. Ὁ Νικόλ συνέχισε μὲ ἀδιαφορία, καθὼς ἡ νύχτα ἔπεφτε πάνω στὴν πόλη.: [868, 1722, 1044, 1792]
- kyria-paragraph: Πολλοὶ ζητοῦν μίαν συμβουλὴν διὰ τὸν γάμον, ἄλλοι διὰ τὴν ἐργασίαν καὶ ἄλλοι διὰ τὴν οἰκογένειαν. Εἰς ὅλους ἀπαντῶμεν μὲ εἰλικρίνειαν.: [261, 1583, 495, 1633]
- serial-paragraph: Τὸν κοίταξε ἀπορημένη. Τρόμος τῆς γνωστικῆς. — Εἶναι ἀλήθεια; ρώτησε μὲ φωνὴ τρεμάμενη. Ὁ Νικόλ συνέχισε μὲ ἀδιαφορία, καθὼς ἡ νύχτα ἔπεφτε πάνω στὴν πόλη.: [501, 1860, 677, 1930]
- kosmos-item-headline: ΟΙ ΓΑΛΛΙΚΟΙ ΟΙΝΟΙ ΚΑΙ ΤΟ ΞΕΝΟΝ ΟΥΪΣΚΥ: [1431, 391, 1571, 418]
- serial-continued: ΜΕΘΑΥΡΙΟΝ: Ἡ συνέχεια: [1052, 2050, 1190, 2061]
- serial-paragraph: Καὶ ἡμι μόνο αὐτό. Γύριζαν λυπημένοι στὸ σπίτι. Ἡ μητέρα τους περίμενε στὴν πόρτα. — Τί ἔγινε; ρώτησε. Κανεὶς δὲν ἀπάντησε.: [685, 1683, 861, 1729]
- cartoon-title: ΕΙΝΑΙ ΟΜΟΙΑ ΚΑΙ ΟΜΩΣ ΔΙΑΦΕΡΟΥΝ...: [783, 1259, 1057, 1276]
- town-listing: ΦΡΥΝΗ: «Ἡ δόξα τῆς Πακεστέσ».: [519, 702, 682, 712]
- mellontes-heading: Μέλλοντες γάμοι: [1249, 374, 1352, 389]
- lead-paragraph: Η ΕΟΡΤΗ τῆς 15ης Αὐγούστου ἔχει ἑορτασθῇ μὲ μεγάλην λαμπρότητα εἰς ὅλας τὰς ἐκκλησίας τῆς πόλεως. Οἱ πιστοὶ συρρέουν ἀπὸ τὰς πρώτας πρωινὰς ὥρας διὰ νὰ ἀσπασθοῦν τὰς εἰκόνας.: [16, 527, 288, 577]
- radio-station: ΣΤΑΘΜΟΣ ΘΕΣΣΑΛΟΝΙΚΗΣ: [1058, 499, 1200, 511]
- kyria-paragraph: ΣΑΙ-ΤΑ, τέσσαρα... ἀπὸ 'δῶ 'μᾶς ξεκίνησαν γράμματα. Ἐρωτήματα καὶ ἀπορίες ἀπὸ ὅλους τοὺς ἀναγνώστας μας, ποὺ θέλουν τὴν γνώμην μας εἰς τὰ μικρὰ ζητήματα τῆς καθημερινῆς ζωῆς.: [261, 1638, 495, 1701]
- masthead-script: ἡμερονύκτια: [632, 109, 964, 168]
- towns-list: [507, 635, 683, 1021]
- ekdoseis-title: Ἐκδόσεις: [1249, 983, 1421, 1012]
- dorea-body: Εἰς μνήμην Ἰωάννου Ἀδαμίδου κατέθεσαν εἰς τὸ Ὀρφανοτροφεῖον Μελισσιῶν δρχ. 100.: [1249, 335, 1421, 369]
- ekdoseis-body: — ΤΑ ΝΕΑ ΤΗΣ Α.Σ.Β.Ε., μηνιαῖον περιοδικὸν. — ΒΙΟΜΗΧΑΝΙΚΗ ΕΠΙΘΕΩΡΗΣΙΣ. — ΑΡΧΕΙΟΝ ΦΑΡΜΑΚΕΥΤΙΚΗΣ. — ΣΥΓΧΡΟΝΟΙ ΠΡΟΒΛΗΜΑΤΑ. — PRESSE HELLENIQUE. — Ἡ Ἐλεύθερη Μακεδονία, τεῦχος Ἰουλίου.: [1249, 1114, 1421, 1208]
